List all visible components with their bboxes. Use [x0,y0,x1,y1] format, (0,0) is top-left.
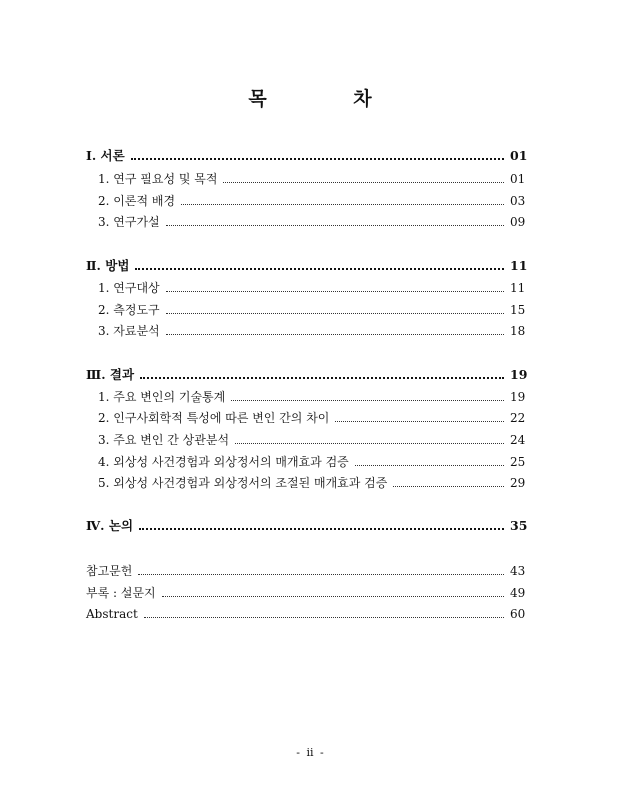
dot-leader [162,596,504,597]
toc-title: 목 차 [248,88,412,110]
item-label: 1. 연구대상 [98,281,160,295]
item-label: 2. 이론적 배경 [98,194,176,208]
dot-leader [393,486,504,487]
dot-leader [181,204,504,205]
item-label: 3. 자료분석 [98,324,160,338]
item-page: 18 [510,324,526,338]
toc-item[interactable] [86,387,524,405]
dot-leader [138,574,504,575]
toc-abstract[interactable] [86,604,524,622]
dot-leader [223,182,504,183]
dot-leader [166,291,504,292]
section-label: Ⅲ. 결과 [86,367,135,382]
item-label: Abstract [86,607,138,621]
item-label: 3. 연구가설 [98,215,160,229]
page-number-footer: - ii - [296,746,324,759]
item-label: 참고문헌 [86,564,133,578]
item-page: 24 [510,433,526,447]
section-page: 35 [510,518,528,533]
item-page: 09 [510,215,526,229]
item-page: 22 [510,411,526,425]
item-page: 25 [510,455,526,469]
item-label: 1. 주요 변인의 기술통계 [98,390,226,404]
item-label: 4. 외상성 사건경험과 외상정서의 매개효과 검증 [98,455,349,469]
item-label: 3. 주요 변인 간 상관분석 [98,433,230,447]
section-label: Ⅱ. 방법 [86,258,130,273]
item-page: 60 [510,607,526,621]
item-page: 01 [510,172,526,186]
item-page: 43 [510,564,526,578]
toc-section-3[interactable] [86,365,528,383]
item-label: 2. 측정도구 [98,303,160,317]
toc-item[interactable] [86,191,524,209]
toc-section-4[interactable] [86,516,528,534]
toc-item[interactable] [86,408,524,426]
item-label: 1. 연구 필요성 및 목적 [98,172,218,186]
toc-section-2[interactable] [86,256,528,274]
toc-item[interactable] [86,300,524,318]
dot-leader [335,421,504,422]
item-label: 2. 인구사회학적 특성에 따른 변인 간의 차이 [98,411,330,425]
toc-item[interactable] [86,452,524,470]
dot-leader [131,158,504,160]
item-page: 03 [510,194,526,208]
item-page: 49 [510,586,526,600]
item-label: 부록 : 설문지 [86,586,156,600]
dot-leader [144,617,504,618]
toc-item[interactable] [86,321,524,339]
dot-leader [135,268,504,270]
toc-item[interactable] [86,430,524,448]
dot-leader [231,400,504,401]
dot-leader [140,377,504,379]
toc-item[interactable] [86,169,524,187]
toc-item[interactable] [86,278,524,296]
section-label: Ⅳ. 논의 [86,518,134,533]
section-page: 11 [510,258,528,273]
toc-appendix[interactable] [86,583,524,601]
toc-item[interactable] [86,473,524,491]
toc-item[interactable] [86,212,524,230]
dot-leader [139,528,504,530]
toc-references[interactable] [86,561,524,579]
item-label: 5. 외상성 사건경험과 외상정서의 조절된 매개효과 검증 [98,476,388,490]
item-page: 15 [510,303,526,317]
section-page: 19 [510,367,528,382]
item-page: 29 [510,476,526,490]
dot-leader [355,465,504,466]
dot-leader [166,313,504,314]
dot-leader [166,334,504,335]
item-page: 19 [510,390,526,404]
item-page: 11 [510,281,526,295]
section-page: 01 [510,148,528,163]
dot-leader [235,443,504,444]
section-label: Ⅰ. 서론 [86,148,125,163]
dot-leader [166,225,504,226]
toc-section-1[interactable] [86,146,528,164]
